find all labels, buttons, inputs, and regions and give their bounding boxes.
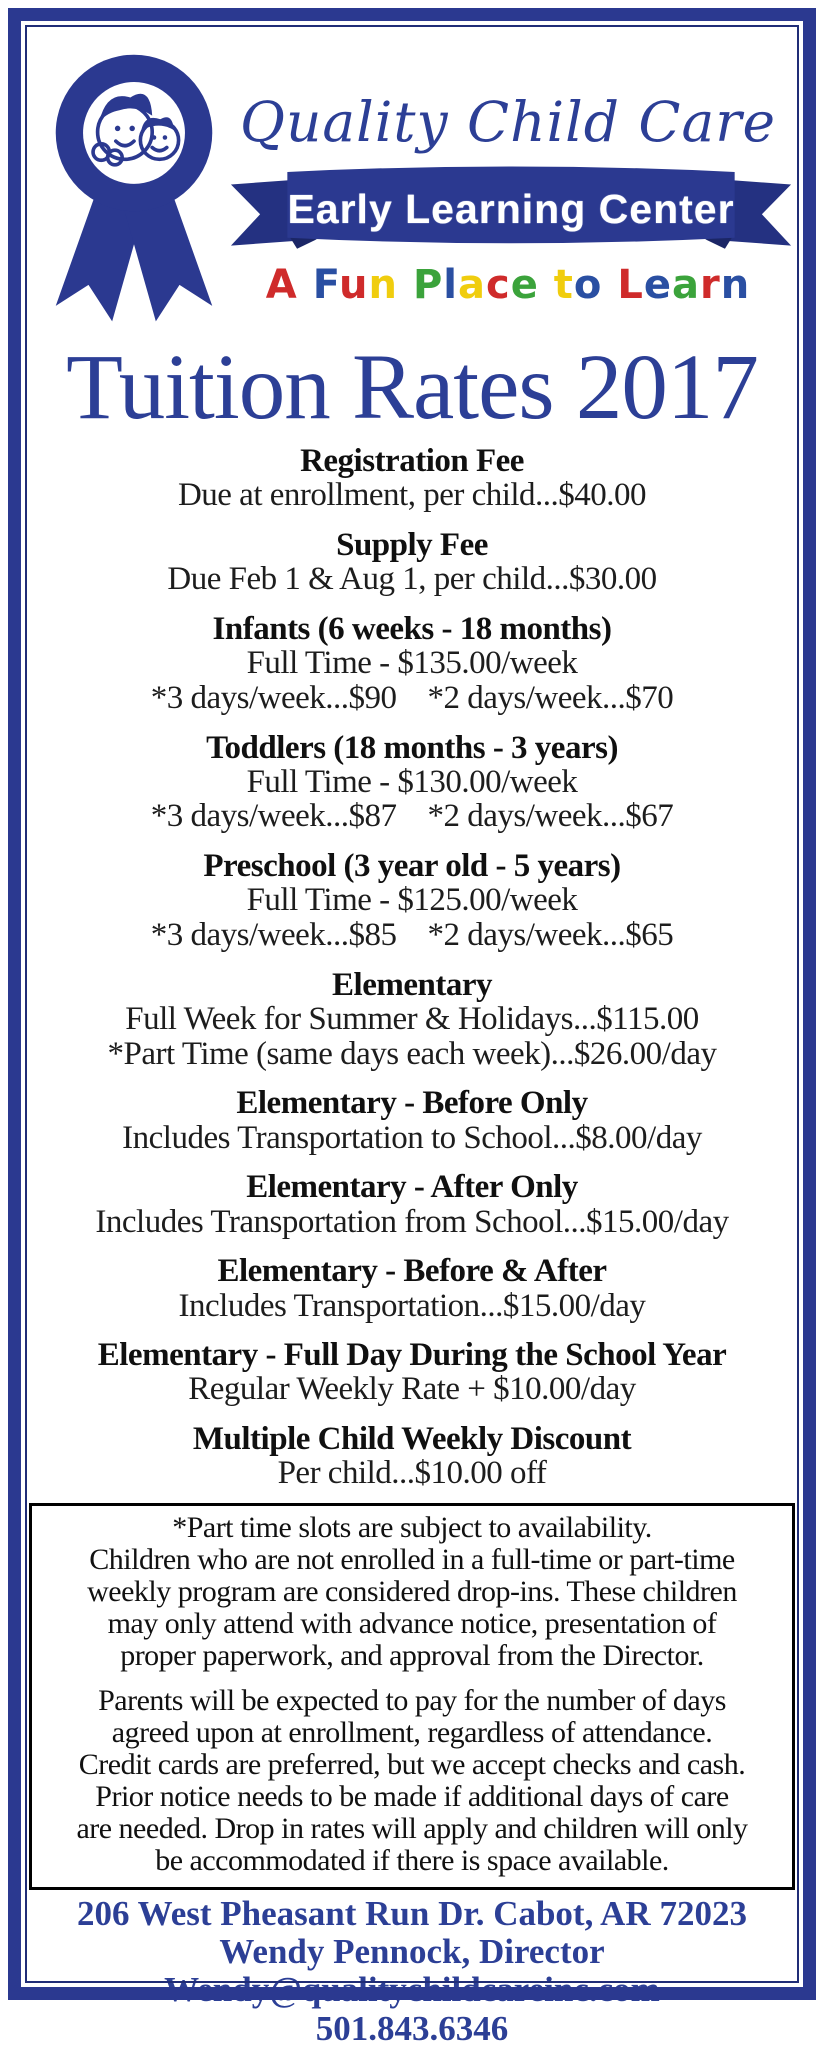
tagline-letter [398,262,413,308]
tagline-letter: n [720,262,751,308]
rate-line: *3 days/week...$90 *2 days/week...$70 [150,679,674,716]
rate-section [29,444,795,513]
tagline-letter: a [671,262,700,308]
rate-line: Includes Transportation from School...$15.00/day [95,1203,729,1240]
rate-line: Full Time - $130.00/week [246,763,578,800]
rate-section-heading: Infants (6 weeks - 18 months) [212,610,612,647]
rate-section [29,1254,795,1323]
children-award-ribbon-logo [43,33,225,333]
rate-line: Full Week for Summer & Holidays...$115.00 [125,1001,699,1037]
rate-line: Regular Weekly Rate + $10.00/day [188,1371,636,1408]
ribbon-rosette-icon [43,33,225,333]
rate-line: Due Feb 1 & Aug 1, per child...$30.00 [167,561,657,598]
banner-ribbon [229,161,793,255]
banner-label: Early Learning Center [287,186,735,232]
rate-line: Full Time - $125.00/week [246,882,578,919]
notice-line: are needed. Drop in rates will apply and children will only [76,1811,748,1845]
rate-section [29,849,795,953]
notice-line: weekly program are considered drop-ins. These children [87,1575,737,1609]
tagline-letter: r [699,262,721,308]
tagline-letter: t [553,262,574,308]
tagline-letter: F [312,262,340,308]
rate-section-heading: Preschool (3 year old - 5 years) [203,848,621,885]
notice-paragraph [36,1512,788,1672]
tagline-letter [602,262,617,308]
notice-line: Children who are not enrolled in a full-time or part-time [89,1543,735,1577]
tagline-letter: P [412,262,444,308]
flyer-content [29,27,795,2048]
notice-line: proper paperwork, and approval from the Director. [120,1639,704,1673]
tagline-colored-letters [221,262,795,308]
flyer-footer [29,1895,795,2048]
rate-sections [29,444,795,1491]
notice-paragraph [36,1685,788,1878]
rate-section [29,612,795,716]
notice-line: Prior notice needs to be made if additional days of care [95,1779,729,1813]
rate-section [29,968,795,1072]
notice-box [29,1503,795,1890]
rate-line: Includes Transportation to School...$8.00/day [122,1119,702,1156]
rate-line: Includes Transportation...$15.00/day [178,1287,646,1324]
footer-phone: 501.843.6346 [315,2008,509,2048]
tagline-letter [298,262,313,308]
tagline-letter: A [265,262,298,308]
brand-name-script: Quality Child Care [239,90,777,154]
tagline-letter: e [643,262,672,308]
rate-section-heading: Elementary - Full Day During the School Year [97,1337,727,1374]
rate-line: *3 days/week...$85 *2 days/week...$65 [150,917,674,954]
tagline-letter: u [339,262,369,308]
rate-line: Per child...$10.00 off [277,1455,547,1492]
rate-section-heading: Registration Fee [300,443,524,479]
rate-section-heading: Elementary - Before & After [217,1253,607,1290]
tagline-letter: n [368,262,399,308]
rate-line: *3 days/week...$87 *2 days/week...$67 [150,798,674,835]
notice-line: be accommodated if there is space available. [155,1843,669,1877]
tagline-letter: e [510,262,539,308]
rate-section-heading: Toddlers (18 months - 3 years) [206,729,618,766]
tagline-letter: L [617,262,644,308]
tagline-letter: a [458,262,486,308]
tagline-letter: o [573,262,603,308]
notice-line: Parents will be expected to pay for the number of days [98,1683,726,1717]
rate-section-heading: Elementary - Before Only [236,1085,588,1122]
notice-line: Credit cards are preferred, but we accept checks and cash. [78,1747,746,1781]
rate-section-heading: Supply Fee [336,526,488,563]
rate-section [29,528,795,597]
page-title: Tuition Rates 2017 [66,336,758,439]
footer-email: Wendy@qualitychildcareinc.com [164,1970,660,2010]
rate-line: Due at enrollment, per child...$40.00 [177,477,647,514]
header-text-block [221,33,795,333]
tagline-letter [539,262,554,308]
rate-section [29,1086,795,1155]
notice-line: may only attend with advance notice, presentation of [107,1607,717,1641]
rate-section [29,731,795,835]
notice-line: agreed upon at enrollment, regardless of attendance. [111,1715,713,1749]
tagline-letter: l [443,262,458,308]
tagline-letter: c [486,262,511,308]
rate-section-heading: Elementary [332,966,492,1003]
flyer-header [29,33,795,335]
footer-director: Wendy Pennock, Director [219,1932,605,1972]
rate-line: Full Time - $135.00/week [246,645,578,682]
rate-section-heading: Elementary - After Only [246,1169,578,1206]
footer-address: 206 West Pheasant Run Dr. Cabot, AR 72023 [77,1894,747,1934]
rate-section [29,1170,795,1239]
notice-line: *Part time slots are subject to availability. [172,1511,652,1545]
rate-section [29,1422,795,1491]
rate-line: *Part Time (same days each week)...$26.00/day [107,1035,717,1072]
rate-section [29,1338,795,1407]
rate-section-heading: Multiple Child Weekly Discount [192,1421,632,1458]
